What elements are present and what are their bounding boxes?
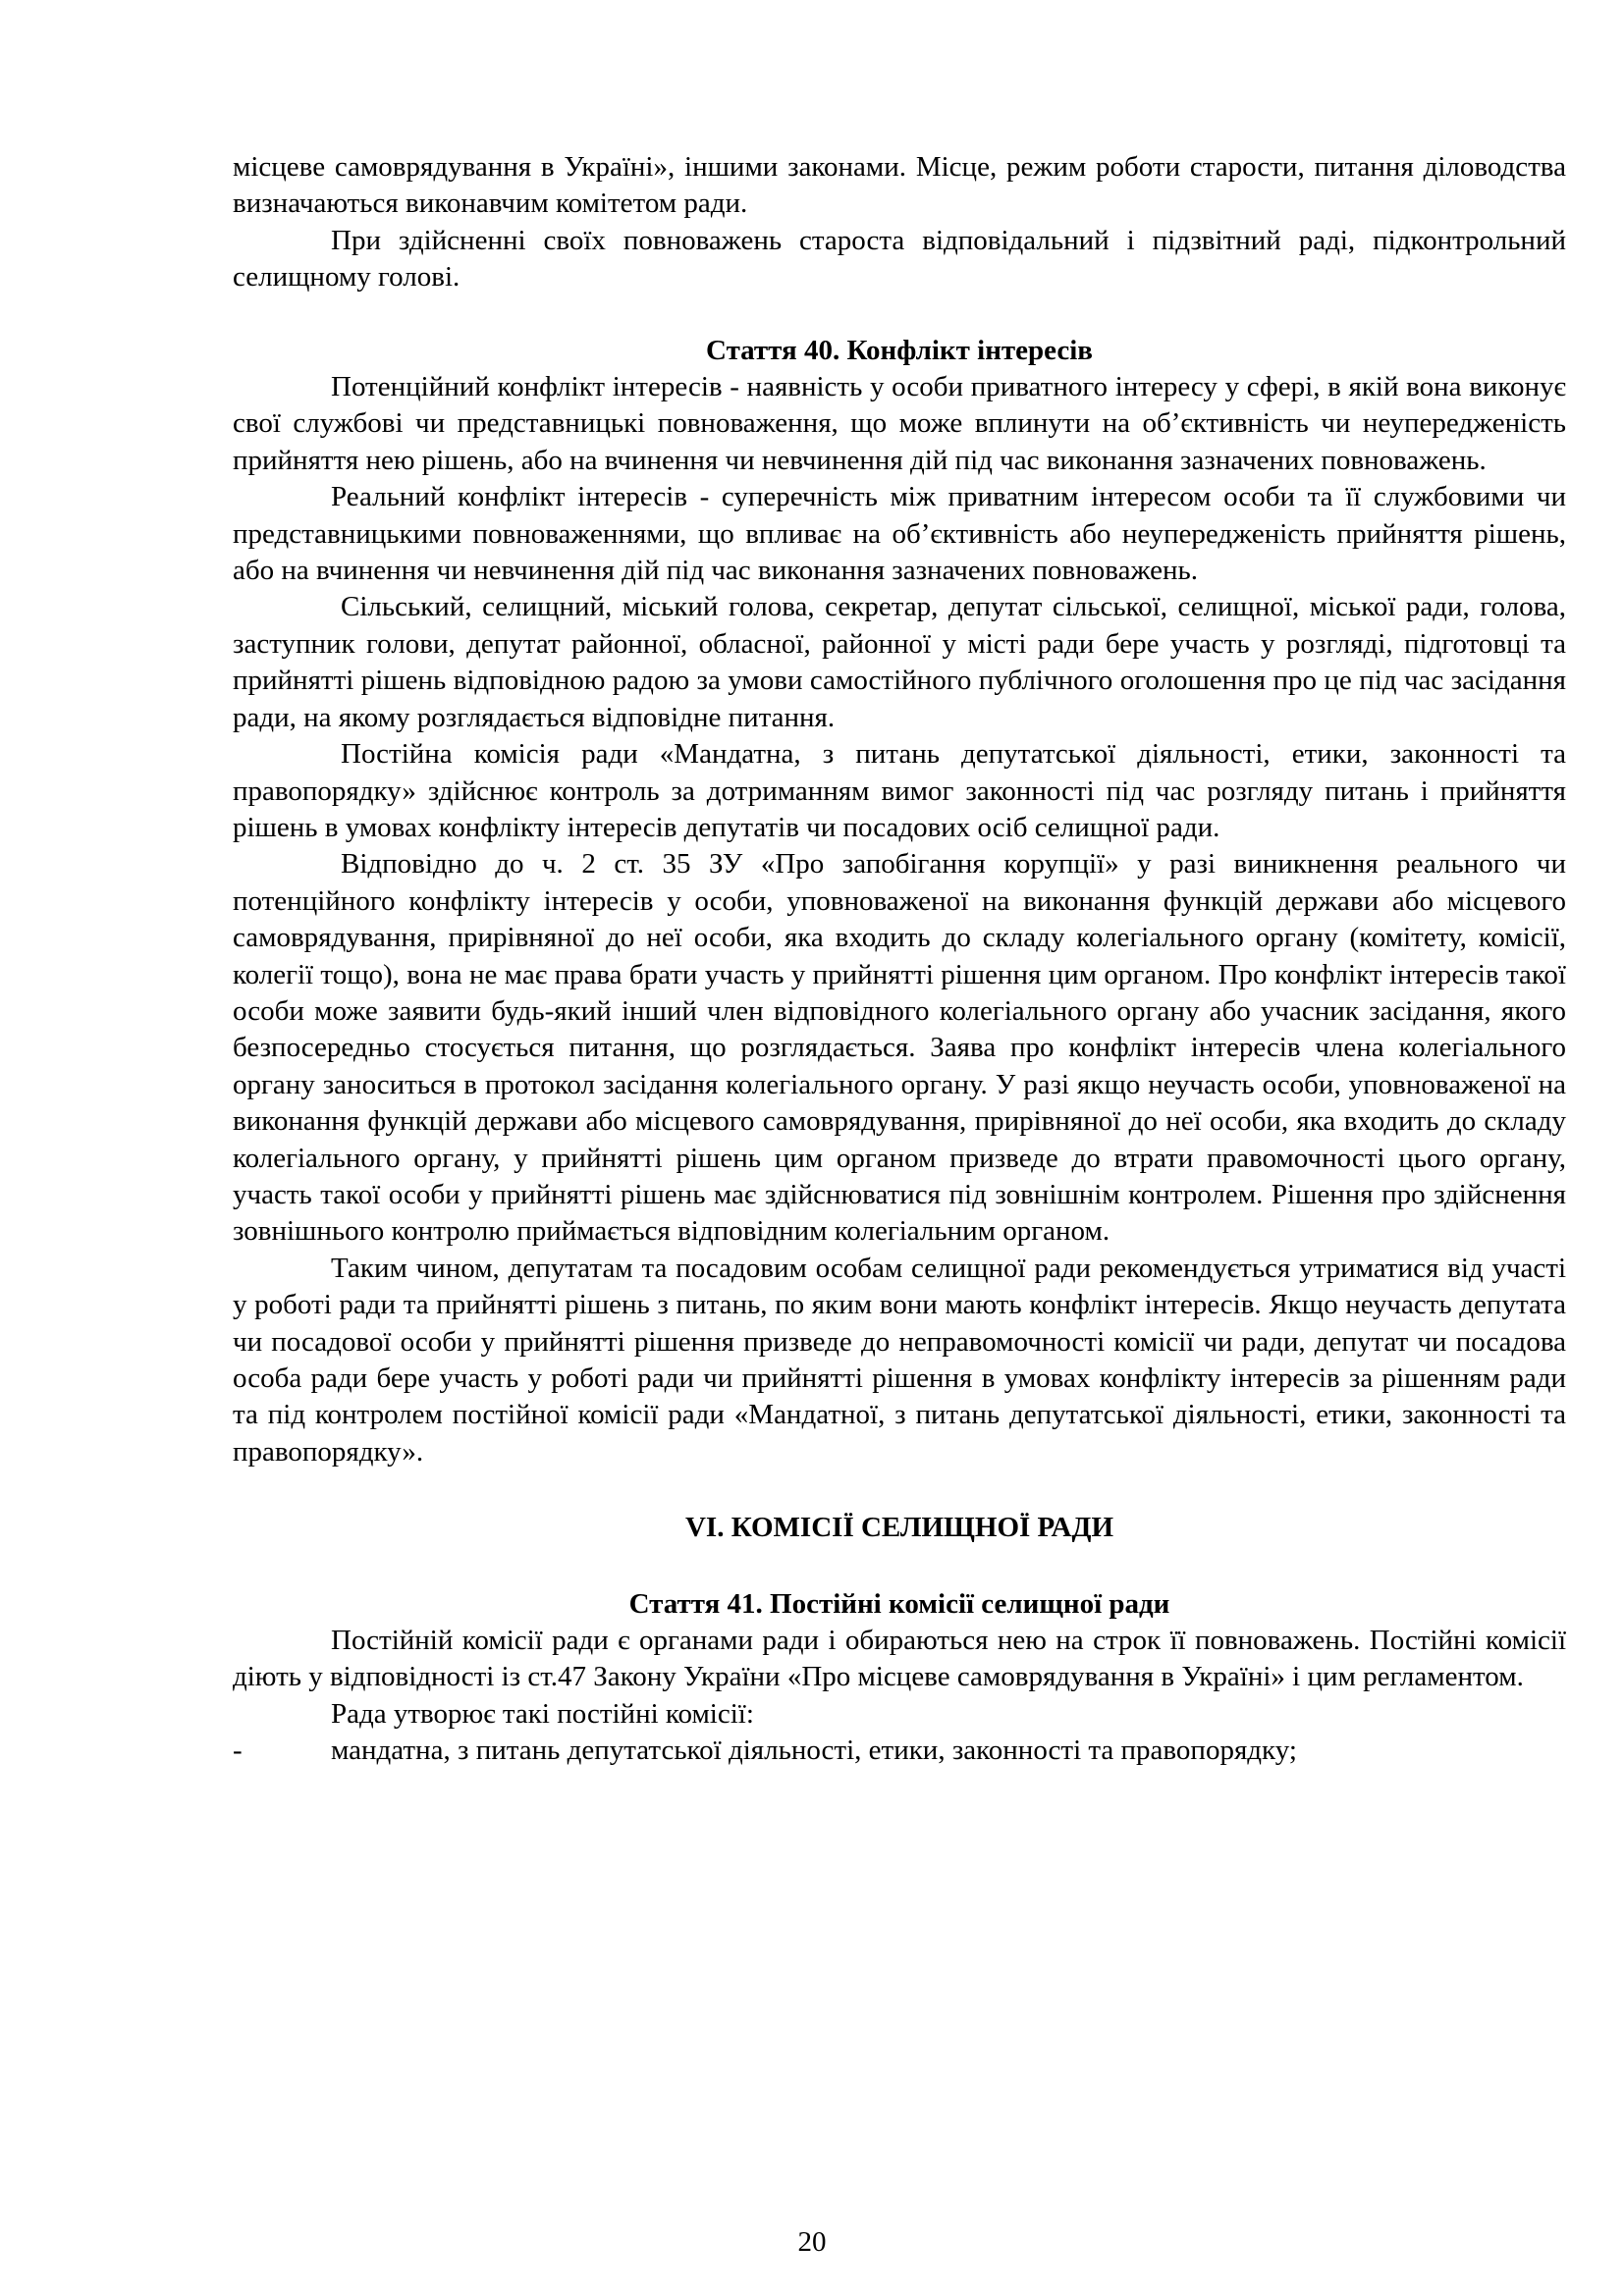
paragraph-continuation: місцеве самоврядування в Україні», іншими законами. Місце, режим роботи старости, питання діловодства визначаються виконавчим комітетом ради. [233, 151, 1566, 220]
article-41-paragraph-1: Постійній комісії ради є органами ради і обираються нею на строк її повноважень. Постійні комісії діють у відповідності із ст.47 Закону України «Про місцеве самоврядування в Україні» і цим регламентом. [233, 1625, 1566, 1693]
list-item-text: мандатна, з питань депутатської діяльності, етики, законності та правопорядку; [331, 1735, 1297, 1767]
spacer [233, 1547, 1566, 1586]
article-41-paragraph-2: Рада утворює такі постійні комісії: [331, 1697, 754, 1730]
section-6-heading: VI. КОМІСІЇ СЕЛИЩНОЇ РАДИ [684, 1512, 1114, 1544]
article-40-paragraph-2: Реальний конфлікт інтересів - суперечність між приватним інтересом особи та її службовими чи представницькими повноваженнями, що впливає на об’єктивність або неупередженість прийняття рішень, або на вчинення чи невчинення дій під час виконання зазначених повноважень. [233, 481, 1566, 587]
article-40-heading: Стаття 40. Конфлікт інтересів [706, 334, 1093, 366]
list-marker: - [233, 1735, 243, 1767]
list-item [233, 1733, 1566, 1769]
paragraph-starosta: При здійсненні своїх повноважень староста відповідальний і підзвітний раді, підконтрольний селищному голові. [233, 224, 1566, 294]
article-40-paragraph-3: Сільський, селищний, міський голова, секретар, депутат сільської, селищної, міської ради, голова, заступник голови, депутат районної, обласної, районної у місті ради бере участь у розгляді, підготовці та прийнятті рішень відповідною радою за умови самостійного публічного оголошення про це під час засідання ради, на якому розглядається відповідне питання. [233, 591, 1566, 733]
article-41-heading: Стаття 41. Постійні комісії селищної ради [628, 1587, 1170, 1620]
spacer [233, 296, 1566, 333]
article-40-paragraph-5: Відповідно до ч. 2 ст. 35 ЗУ «Про запобігання корупції» у разі виникнення реального чи потенційного конфлікту інтересів у особи, уповноваженої на виконання функцій держави або місцевого самоврядування, прирівняної до неї особи, яка входить до складу колегіального органу (комітету, комісії, колегії тощо), вона не має права брати участь у прийнятті рішення цим органом. Про конфлікт інтересів такої особи може заявити будь-який інший член відповідного колегіального органу або учасник засідання, якого безпосередньо стосується питання, що розглядається. Заява про конфлікт інтересів члена колегіального органу заноситься в протокол засідання колегіального органу. У разі якщо неучасть особи, уповноваженої на виконання функцій держави або місцевого самоврядування, прирівняної до неї особи, яка входить до складу колегіального органу, у прийнятті рішень цим органом призведе до втрати правомочності цього органу, участь такої особи у прийнятті рішень має здійснюватися під зовнішнім контролем. Рішення про здійснення зовнішнього контролю приймається відповідним колегіальним органом. [233, 848, 1566, 1248]
document-page [233, 149, 1566, 1770]
article-40-paragraph-4: Постійна комісія ради «Мандатна, з питань депутатської діяльності, етики, законності та правопорядку» здійснює контроль за дотриманням вимог законності під час розгляду питань і прийняття рішень в умовах конфлікту інтересів депутатів чи посадових осіб селищної ради. [233, 738, 1566, 843]
article-40-paragraph-6: Таким чином, депутатам та посадовим особам селищної ради рекомендується утриматися від участі у роботі ради та прийнятті рішень з питань, по яким вони мають конфлікт інтересів. Якщо неучасть депутата чи посадової особи у прийнятті рішення призведе до неправомочності комісії чи ради, депутат чи посадова особа ради бере участь у роботі ради чи прийнятті рішення в умовах конфлікту інтересів за рішенням ради та під контролем постійної комісії ради «Мандатної, з питань депутатської діяльності, етики, законності та правопорядку». [233, 1252, 1566, 1468]
spacer [233, 1470, 1566, 1510]
article-40-paragraph-1: Потенційний конфлікт інтересів - наявність у особи приватного інтересу у сфері, в якій вона виконує свої службові чи представницькі повноваження, що може вплинути на об’єктивність чи неупередженість прийняття нею рішень, або на вчинення чи невчинення дій під час виконання зазначених повноважень. [233, 371, 1566, 476]
page-number: 20 [797, 2226, 827, 2258]
